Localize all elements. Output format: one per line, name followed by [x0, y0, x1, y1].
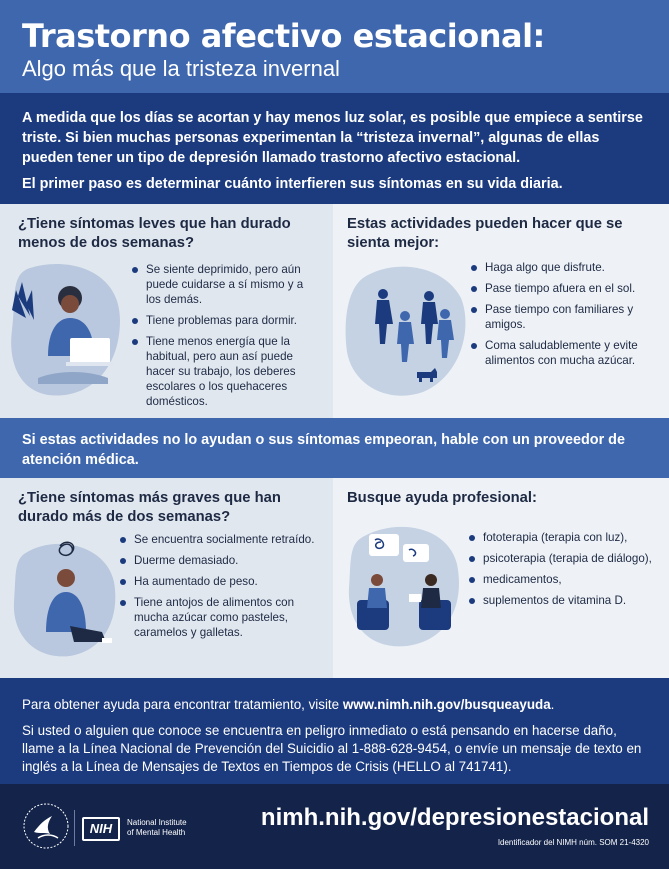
intro-first-step: El primer paso es determinar cuánto interfieren sus síntomas en su vida diaria.: [22, 176, 563, 192]
hhs-seal-icon: [22, 802, 70, 850]
activities-panel: [333, 204, 669, 418]
campaign-url[interactable]: nimh.nih.gov/depresionestacional: [260, 804, 649, 831]
page-title: Trastorno afectivo estacional:: [22, 17, 545, 55]
mild-symptoms-title: ¿Tiene síntomas leves que han durado menos de dos semanas?: [18, 216, 291, 251]
footer-info: [0, 678, 669, 784]
list-item: Pase tiempo con familiares y amigos.: [469, 302, 661, 332]
nimh-name-line1: National Institute: [127, 818, 187, 827]
list-item: Pase tiempo afuera en el sol.: [469, 281, 661, 296]
treatment-help-suffix: .: [550, 697, 555, 712]
page-subtitle: Algo más que la tristeza invernal: [22, 56, 340, 81]
warning-banner-text: Si estas actividades no lo ayudan o sus síntomas empeoran, hable con un proveedor de atención médica.: [22, 432, 625, 468]
list-item: Se encuentra socialmente retraído.: [118, 532, 324, 547]
document-id: Identificador del NIMH núm. SOM 21-4320: [497, 838, 649, 847]
list-item: Tiene menos energía que la habitual, pero aun así puede hacer su trabajo, los deberes escolares o los quehaceres domésticos.: [130, 334, 320, 409]
list-item: Ha aumentado de peso.: [118, 574, 324, 589]
list-item: Tiene antojos de alimentos con mucha azúcar como pasteles, caramelos y galletas.: [118, 595, 324, 640]
severe-symptoms-list: [118, 532, 324, 646]
list-item: fototerapia (terapia con luz),: [467, 530, 659, 545]
mild-symptoms-panel: [0, 204, 333, 418]
professional-help-panel: [333, 478, 669, 678]
treatment-help-text: [22, 696, 647, 714]
therapy-session-illustration: [343, 514, 463, 654]
logo-divider: [74, 810, 75, 846]
mild-symptoms-list: [130, 262, 320, 415]
sad-person-illustration: [10, 532, 120, 662]
bottom-bar: [0, 784, 669, 869]
treatment-help-prefix: Para obtener ayuda para encontrar tratamiento, visite: [22, 697, 343, 712]
nimh-name: [127, 818, 217, 838]
list-item: Coma saludablemente y evite alimentos con mucha azúcar.: [469, 338, 661, 368]
list-item: medicamentos,: [467, 572, 659, 587]
person-laptop-illustration: [8, 260, 128, 405]
intro-section: [0, 93, 669, 204]
intro-paragraph: A medida que los días se acortan y hay menos luz solar, es posible que empiece a sentirse triste. Si bien muchas personas experimentan la “tristeza invernal”, algunas de ellas pueden tener un tipo de depresión llamado trastorno afectivo estacional.: [22, 110, 643, 166]
list-item: suplementos de vitamina D.: [467, 593, 659, 608]
crisis-text: Si usted o alguien que conoce se encuentra en peligro inmediato o está pensando en hacerse daño, llame a la Línea Nacional de Prevención del Suicidio al 1-888-628-9454, o envíe un mensaje de texto en inglés a la Línea de Mensajes de Textos en Tiempos de Crisis (HELLO al 741741).: [22, 723, 642, 774]
list-item: psicoterapia (terapia de diálogo),: [467, 551, 659, 566]
treatment-help-link[interactable]: www.nimh.nih.gov/busqueayuda: [342, 697, 551, 712]
activities-title: Estas actividades pueden hacer que se sienta mejor:: [347, 216, 623, 251]
list-item: Tiene problemas para dormir.: [130, 313, 320, 328]
warning-banner: [0, 418, 669, 478]
list-item: Haga algo que disfrute.: [469, 260, 661, 275]
nih-logo-icon: NIH: [82, 817, 120, 841]
professional-help-list: [467, 530, 659, 614]
list-item: Duerme demasiado.: [118, 553, 324, 568]
severe-symptoms-panel: [0, 478, 333, 678]
list-item: Se siente deprimido, pero aún puede cuidarse a sí mismo y a los demás.: [130, 262, 320, 307]
people-walking-illustration: [343, 258, 468, 403]
header: [0, 0, 669, 93]
nimh-name-line2: of Mental Health: [127, 828, 186, 837]
severe-symptoms-title: ¿Tiene síntomas más graves que han durado más de dos semanas?: [18, 490, 281, 525]
professional-help-title: Busque ayuda profesional:: [347, 490, 537, 506]
activities-list: [469, 260, 661, 374]
